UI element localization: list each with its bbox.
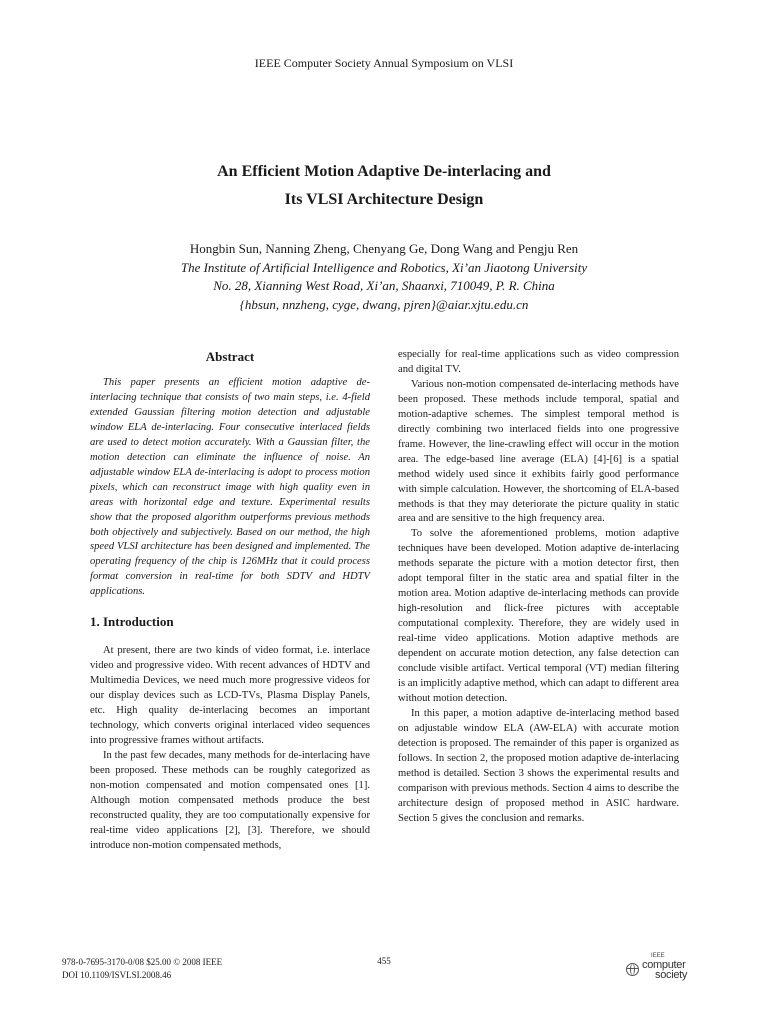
left-column — [90, 348, 370, 854]
footer-doi: DOI 10.1109/ISVLSI.2008.46 — [62, 969, 172, 980]
intro-paragraph: At present, there are two kinds of video format, i.e. interlace video and progressive video. With recent advances of HDTV and Multimedia Devices, we need much more progressive videos for our display devices such as LCD-TVs, Plasma Display Panels, etc. High quality de-interlacing becomes an important technology, which converts original interlaced video sequences into progressive frames without artifacts. — [90, 645, 370, 747]
body-paragraph: Various non-motion compensated de-interlacing methods have been proposed. These methods include temporal, spatial and motion-adaptive schemes. The simplest temporal method is directly combining two interlaced fields into one progressive frame. However, the line-crawling effect will occur in the motion area. The edge-based line average (ELA) [4]-[6] is a spatial method widely used since it exhibits fairly good performance with simple calculation. However, the shortcoming of ELA-based methods is that they may deteriorate the picture quality in static area and are sensitive to the high frequency area. — [398, 378, 679, 525]
introduction-heading: 1. Introduction — [90, 614, 174, 630]
intro-paragraph: In the past few decades, many methods for de-interlacing have been proposed. These methods can be roughly categorized as non-motion compensated and motion compensated ones [1]. Although motion compensated methods produce the best reconstructed quality, they are too computationally expensive for real-time video applications [2], [3]. Therefore, we should introduce non-motion compensated methods, — [90, 749, 370, 851]
logo-text-ieee: IEEE — [651, 953, 665, 959]
author-names: Hongbin Sun, Nanning Zheng, Chenyang Ge, Dong Wang and Pengju Ren — [189, 241, 579, 256]
author-emails: {hbsun, nnzheng, cyge, dwang, pjren}@aiar.xjtu.edu.cn — [239, 296, 529, 312]
body-paragraph: especially for real-time applications such as video compression and digital TV. — [398, 349, 679, 375]
abstract-heading: Abstract — [205, 349, 255, 364]
abstract-text: This paper presents an efficient motion adaptive de-interlacing technique that consists of two main steps, i.e. 4-field extended Gaussian filtering motion detection and adjustable window ELA de-interlacing. Four consecutive interlaced fields are used to detect motion accurately. With a Gaussian filter, the motion detection can eliminate the influence of noise. An adjustable window ELA de-interlacing is adopt to process motion pixels, which can reconstruct image with high quality even in areas with horizontal edge and texture. Experimental results show that the proposed algorithm outperforms previous methods both objectively and subjectively. Based on our method, the high speed VLSI architecture has been designed and implemented. The operating frequency of the chip is 126MHz that it could process format conversion in real-time for both SDTV and HDTV applications. — [90, 377, 370, 598]
logo-text-computer: computer — [642, 959, 686, 971]
body-paragraph: In this paper, a motion adaptive de-interlacing method based on adjustable window ELA (AW-ELA) with accurate motion detection is proposed. The remainder of this paper is organized as follows. In section 2, the proposed motion adaptive de-interlacing method is detailed. Section 3 shows the experimental results and comparison with previous methods. Section 4 aims to describe the architecture design of proposed method in ASIC hardware. Section 5 gives the conclusion and remarks. — [398, 707, 679, 824]
conference-header: IEEE Computer Society Annual Symposium on VLSI — [254, 56, 514, 70]
footer-isbn: 978-0-7695-3170-0/08 $25.00 © 2008 IEEE — [62, 957, 223, 967]
author-block — [0, 240, 768, 314]
globe-icon — [626, 963, 639, 976]
body-paragraph: To solve the aforementioned problems, motion adaptive techniques have been developed. Motion adaptive de-interlacing methods separate the picture with a motion detector first, then adopt temporal filter in the static area and spatial filter in the motion area. Motion adaptive de-interlacing methods can provide high-resolution and flick-free pictures with acceptable computational complexity. Therefore, they are widely used in real-time video applications. Motion adaptive methods are dependent on accurate motion detection, any false detection can conclude visible artifact. Vertical temporal (VT) median filtering is an implicitly adaptive method, which can adapt to different area without motion detection. — [398, 528, 679, 704]
author-address: No. 28, Xianning West Road, Xi’an, Shaanxi, 710049, P. R. China — [213, 278, 555, 293]
logo-text-society: society — [655, 969, 688, 981]
author-affiliation: The Institute of Artificial Intelligence and Robotics, Xi’an Jiaotong University — [180, 259, 588, 275]
right-column — [398, 348, 679, 827]
title-line-2: Its VLSI Architecture Design — [284, 191, 484, 208]
ieee-computer-society-logo — [626, 953, 706, 983]
paper-title — [0, 158, 768, 214]
title-line-1: An Efficient Motion Adaptive De-interlacing and — [217, 163, 551, 180]
page-number: 455 — [377, 956, 391, 966]
abstract-section — [90, 348, 370, 600]
